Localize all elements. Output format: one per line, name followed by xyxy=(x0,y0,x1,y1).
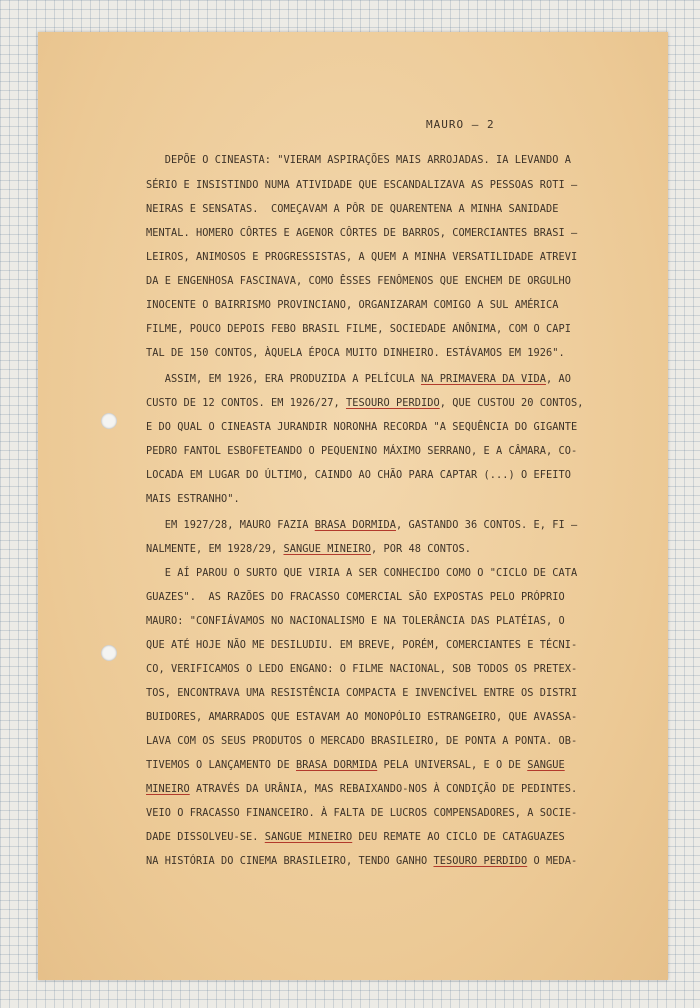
text-segment: DEPÕE O CINEASTA: "VIERAM ASPIRAÇÕES MAIS ARROJADAS. IA LEVANDO A xyxy=(146,154,571,166)
text-line xyxy=(146,443,577,459)
text-segment: PEDRO FANTOL ESBOFETEANDO O PEQUENINO MÁXIMO SERRANO, E A CÂMARA, CO- xyxy=(146,445,578,457)
text-segment: EM 1927/28, MAURO FAZIA xyxy=(146,519,315,531)
text-segment: LAVA COM OS SEUS PRODUTOS O MERCADO BRASILEIRO, DE PONTA A PONTA. OB- xyxy=(146,735,578,747)
text-segment: TAL DE 150 CONTOS, ÀQUELA ÉPOCA MUITO DINHEIRO. ESTÁVAMOS EM 1926". xyxy=(146,347,565,359)
text-line xyxy=(146,201,558,217)
punch-hole xyxy=(101,645,117,661)
text-segment: NALMENTE, EM 1928/29, xyxy=(146,543,284,555)
text-segment: NA HISTÓRIA DO CINEMA BRASILEIRO, TENDO GANHO xyxy=(146,855,434,867)
text-segment: TIVEMOS O LANÇAMENTO DE xyxy=(146,759,296,771)
text-line xyxy=(146,853,577,869)
text-segment: DA E ENGENHOSA FASCINAVA, COMO ÊSSES FENÔMENOS QUE ENCHEM DE ORGULHO xyxy=(146,275,571,287)
text-segment: TOS, ENCONTRAVA UMA RESISTÊNCIA COMPACTA E INVENCÍVEL ENTRE OS DISTRI xyxy=(146,687,578,699)
typewritten-page xyxy=(38,32,668,980)
text-line xyxy=(146,829,565,845)
text-line xyxy=(146,491,240,507)
text-segment: QUE ATÉ HOJE NÃO ME DESILUDIU. EM BREVE, PORÉM, COMERCIANTES E TÉCNI- xyxy=(146,639,578,651)
text-segment: GUAZES". AS RAZÕES DO FRACASSO COMERCIAL SÃO EXPOSTAS PELO PRÓPRIO xyxy=(146,591,565,603)
text-line xyxy=(146,685,577,701)
text-segment: O MEDA- xyxy=(527,855,578,867)
text-segment: MAIS ESTRANHO". xyxy=(146,493,240,505)
text-line xyxy=(146,733,577,749)
text-line xyxy=(146,345,565,361)
text-segment: , QUE CUSTOU 20 CONTOS, xyxy=(439,397,584,409)
text-line xyxy=(146,709,577,725)
underlined-title: BRASA DORMIDA xyxy=(314,519,396,531)
text-line xyxy=(146,371,571,387)
underlined-title: SANGUE MINEIRO xyxy=(264,831,353,843)
text-line xyxy=(146,419,577,435)
text-segment: ASSIM, EM 1926, ERA PRODUZIDA A PELÍCULA xyxy=(146,373,421,385)
underlined-title: SANGUE xyxy=(527,759,565,771)
text-line xyxy=(146,152,571,168)
text-segment: DEU REMATE AO CICLO DE CATAGUAZES xyxy=(352,831,565,843)
text-line xyxy=(146,273,571,289)
underlined-title: TESOURO PERDIDO xyxy=(433,855,528,867)
text-segment: DADE DISSOLVEU-SE. xyxy=(146,831,265,843)
text-segment: NEIRAS E SENSATAS. COMEÇAVAM A PÔR DE QUARENTENA A MINHA SANIDADE xyxy=(146,203,559,215)
text-segment: MENTAL. HOMERO CÔRTES E AGENOR CÔRTES DE BARROS, COMERCIANTES BRASI – xyxy=(146,227,578,239)
text-segment: FILME, POUCO DEPOIS FEBO BRASIL FILME, SOCIEDADE ANÔNIMA, COM O CAPI xyxy=(146,323,571,335)
text-segment: , POR 48 CONTOS. xyxy=(370,543,471,555)
text-segment: , GASTANDO 36 CONTOS. E, FI – xyxy=(395,519,578,531)
text-line xyxy=(146,249,577,265)
text-line xyxy=(146,541,471,557)
underlined-title: SANGUE MINEIRO xyxy=(283,543,371,555)
text-line xyxy=(146,565,577,581)
text-segment: PELA UNIVERSAL, E O DE xyxy=(377,759,528,771)
text-line xyxy=(146,661,577,677)
text-segment: MAURO: "CONFIÁVAMOS NO NACIONALISMO E NA TOLERÂNCIA DAS PLATÉIAS, O xyxy=(146,615,565,627)
underlined-title: BRASA DORMIDA xyxy=(295,759,378,771)
text-line xyxy=(146,613,565,629)
underlined-title: TESOURO PERDIDO xyxy=(345,397,440,409)
text-segment: CO, VERIFICAMOS O LEDO ENGANO: O FILME NACIONAL, SOB TODOS OS PRETEX- xyxy=(146,663,578,675)
text-segment: INOCENTE O BAIRRISMO PROVINCIANO, ORGANIZARAM COMIGO A SUL AMÉRICA xyxy=(146,299,559,311)
text-line xyxy=(146,589,565,605)
underlined-title: NA PRIMAVERA DA VIDA xyxy=(420,373,546,385)
text-line xyxy=(146,637,577,653)
text-line xyxy=(146,467,571,483)
text-segment: CUSTO DE 12 CONTOS. EM 1926/27, xyxy=(146,397,346,409)
text-segment: E DO QUAL O CINEASTA JURANDIR NORONHA RECORDA "A SEQUÊNCIA DO GIGANTE xyxy=(146,421,578,433)
text-line xyxy=(146,395,583,411)
text-line xyxy=(146,177,577,193)
text-line xyxy=(146,297,558,313)
punch-hole xyxy=(101,413,117,429)
text-segment: BUIDORES, AMARRADOS QUE ESTAVAM AO MONOPÓLIO ESTRANGEIRO, QUE AVASSA- xyxy=(146,711,578,723)
text-line xyxy=(146,757,565,773)
text-segment: LOCADA EM LUGAR DO ÚLTIMO, CAINDO AO CHÃO PARA CAPTAR (...) O EFEITO xyxy=(146,469,571,481)
text-line xyxy=(146,517,577,533)
underlined-title: MINEIRO xyxy=(146,783,190,795)
text-line xyxy=(146,805,577,821)
text-line xyxy=(146,781,577,797)
text-segment: ATRAVÉS DA URÂNIA, MAS REBAIXANDO-NOS À CONDIÇÃO DE PEDINTES. xyxy=(189,783,578,795)
text-segment: , AO xyxy=(545,373,571,385)
text-segment: E AÍ PAROU O SURTO QUE VIRIA A SER CONHECIDO COMO O "CICLO DE CATA xyxy=(146,567,578,579)
text-line xyxy=(146,321,571,337)
text-segment: VEIO O FRACASSO FINANCEIRO. À FALTA DE LUCROS COMPENSADORES, A SOCIE- xyxy=(146,807,578,819)
text-segment: SÉRIO E INSISTINDO NUMA ATIVIDADE QUE ESCANDALIZAVA AS PESSOAS ROTI – xyxy=(146,179,578,191)
page-header: MAURO – 2 xyxy=(426,118,495,131)
text-line xyxy=(146,225,577,241)
text-segment: LEIROS, ANIMOSOS E PROGRESSISTAS, A QUEM A MINHA VERSATILIDADE ATREVI xyxy=(146,251,578,263)
